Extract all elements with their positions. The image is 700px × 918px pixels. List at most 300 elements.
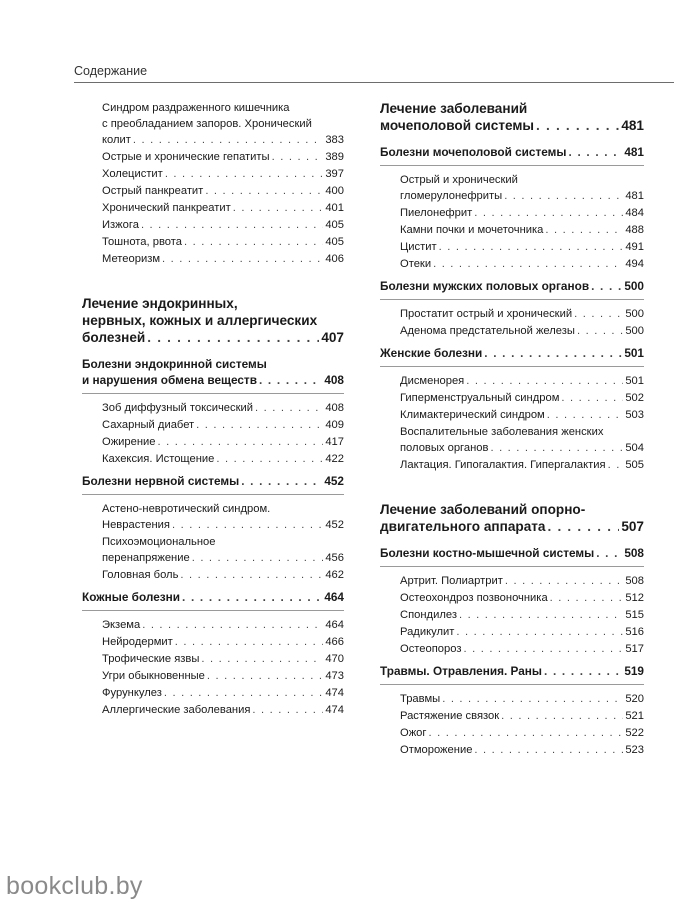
toc-entry-last-line xyxy=(82,372,344,388)
page-number: 401 xyxy=(325,202,344,214)
dot-leader xyxy=(550,590,624,606)
toc-entry-title: перенапряжение xyxy=(102,552,190,564)
toc-entry-last-line xyxy=(380,144,644,160)
toc-subsection-nervous xyxy=(82,473,344,489)
toc-entry-last-line xyxy=(400,708,644,724)
toc-heading-entry[interactable] xyxy=(380,545,644,561)
toc-entry-title: мочеполовой системы xyxy=(380,118,535,133)
toc-entry[interactable] xyxy=(380,407,644,423)
toc-section-heading xyxy=(82,295,344,346)
toc-entry-title: Холецистит xyxy=(102,168,163,180)
toc-entry-title: Кахексия. Истощение xyxy=(102,453,215,465)
toc-entry-title: Цистит xyxy=(400,241,437,253)
toc-entry-last-line xyxy=(102,434,344,450)
dot-leader xyxy=(233,200,324,216)
dot-leader xyxy=(547,407,624,423)
toc-entry-title: Экзема xyxy=(102,619,141,631)
page-number: 408 xyxy=(325,402,344,414)
dot-leader xyxy=(207,668,323,684)
page-number: 409 xyxy=(325,419,344,431)
dot-leader xyxy=(474,205,623,221)
toc-entry[interactable] xyxy=(380,691,644,707)
toc-entry-last-line xyxy=(380,117,644,134)
toc-entry[interactable] xyxy=(380,373,644,389)
toc-entry-text-line: Лечение заболеваний опорно- xyxy=(380,502,586,517)
toc-column-right xyxy=(380,100,644,758)
toc-entry-title: Фурункулез xyxy=(102,687,162,699)
toc-entry[interactable] xyxy=(82,451,344,467)
page-number: 515 xyxy=(625,609,644,621)
toc-entry-title: Угри обыкновенные xyxy=(102,670,205,682)
toc-entry-last-line xyxy=(102,617,344,633)
toc-entry[interactable] xyxy=(82,183,344,199)
dot-leader xyxy=(133,132,323,148)
toc-entry-last-line xyxy=(102,668,344,684)
page-number: 405 xyxy=(325,236,344,248)
toc-entry[interactable] xyxy=(82,251,344,267)
toc-entry-title: Пиелонефрит xyxy=(400,207,473,219)
toc-entry-last-line xyxy=(400,188,644,204)
toc-entry-title: Остеопороз xyxy=(400,643,462,655)
toc-entry-last-line xyxy=(400,390,644,406)
toc-entry-title: Дисменорея xyxy=(400,375,465,387)
dot-leader xyxy=(201,651,323,667)
toc-entry-last-line xyxy=(400,323,644,339)
toc-entry-last-line xyxy=(102,183,344,199)
divider xyxy=(82,610,344,611)
dot-leader xyxy=(439,239,624,255)
toc-entry-title: Изжога xyxy=(102,219,139,231)
toc-entry-last-line xyxy=(102,550,344,566)
toc-subsection-endocrine xyxy=(82,356,344,388)
dot-leader xyxy=(466,373,623,389)
dot-leader xyxy=(474,742,623,758)
page-number: 383 xyxy=(325,134,344,146)
toc-entry-last-line xyxy=(400,725,644,741)
dot-leader xyxy=(164,685,323,701)
toc-entry[interactable] xyxy=(380,172,644,204)
toc-entry[interactable] xyxy=(380,590,644,606)
toc-entry-title: Острые и хронические гепатиты xyxy=(102,151,270,163)
toc-entry[interactable] xyxy=(380,457,644,473)
page-number: 504 xyxy=(625,442,644,454)
dot-leader xyxy=(484,345,622,361)
toc-entry-last-line xyxy=(400,691,644,707)
dot-leader xyxy=(574,306,623,322)
toc-entry-title: Остеохондроз позвоночника xyxy=(400,592,548,604)
page-number: 408 xyxy=(324,373,344,387)
toc-heading-entry[interactable] xyxy=(82,356,344,388)
toc-entry[interactable] xyxy=(82,668,344,684)
toc-entry[interactable] xyxy=(82,149,344,165)
toc-entry[interactable] xyxy=(82,702,344,718)
toc-entry-title: гломерулонефриты xyxy=(400,190,503,202)
dot-leader xyxy=(172,517,323,533)
toc-entry-list xyxy=(380,573,644,657)
page-number: 507 xyxy=(621,519,644,534)
toc-entry-list xyxy=(82,100,344,267)
page-number: 516 xyxy=(625,626,644,638)
dot-leader xyxy=(490,440,623,456)
dot-leader xyxy=(608,457,624,473)
toc-entry[interactable] xyxy=(82,617,344,633)
dot-leader xyxy=(259,372,322,388)
toc-entry[interactable] xyxy=(380,323,644,339)
page-number: 406 xyxy=(325,253,344,265)
toc-entry[interactable] xyxy=(82,234,344,250)
toc-entry-last-line xyxy=(102,702,344,718)
toc-entry-list xyxy=(380,373,644,473)
toc-entry-title: Отморожение xyxy=(400,744,473,756)
dot-leader xyxy=(545,222,623,238)
dot-leader xyxy=(205,183,323,199)
dot-leader xyxy=(216,451,323,467)
toc-entry-last-line xyxy=(400,624,644,640)
toc-subsection-female xyxy=(380,345,644,361)
toc-entry-list xyxy=(82,501,344,583)
toc-entry-last-line xyxy=(400,222,644,238)
toc-entry-title: Артрит. Полиартрит xyxy=(400,575,503,587)
toc-entry-last-line xyxy=(102,132,344,148)
toc-entry-title: Лактация. Гипогалактия. Гипергалактия xyxy=(400,459,606,471)
toc-subsection-musculoskeletal xyxy=(380,545,644,561)
divider xyxy=(82,494,344,495)
toc-entry-title: Женские болезни xyxy=(380,346,483,360)
dot-leader xyxy=(505,573,623,589)
page-number: 456 xyxy=(325,552,344,564)
dot-leader xyxy=(255,400,323,416)
toc-heading-entry[interactable] xyxy=(380,345,644,361)
dot-leader xyxy=(192,550,324,566)
page-number: 481 xyxy=(621,118,644,133)
toc-entry[interactable] xyxy=(380,573,644,589)
dot-leader xyxy=(544,663,622,679)
page-number: 389 xyxy=(325,151,344,163)
page-number: 521 xyxy=(625,710,644,722)
toc-entry-title: Камни почки и мочеточника xyxy=(400,224,544,236)
toc-entry-title: Головная боль xyxy=(102,569,179,581)
toc-heading-entry[interactable] xyxy=(82,295,344,346)
toc-entry-text-line: Острый и хронический xyxy=(400,174,518,186)
toc-entry-title: Ожог xyxy=(400,727,427,739)
toc-entry-last-line xyxy=(380,518,644,535)
toc-entry-last-line xyxy=(400,373,644,389)
toc-entry[interactable] xyxy=(82,634,344,650)
page-number: 512 xyxy=(625,592,644,604)
page-number: 500 xyxy=(625,325,644,337)
toc-entry-last-line xyxy=(400,641,644,657)
page-number: 462 xyxy=(325,569,344,581)
page-number: 400 xyxy=(325,185,344,197)
toc-entry[interactable] xyxy=(380,607,644,623)
dot-leader xyxy=(175,634,324,650)
toc-entry[interactable] xyxy=(82,200,344,216)
watermark: bookclub.by xyxy=(6,872,143,900)
toc-entry[interactable] xyxy=(82,400,344,416)
page-number: 474 xyxy=(325,687,344,699)
toc-entry-list xyxy=(380,691,644,758)
toc-entry-last-line xyxy=(400,239,644,255)
page-number: 407 xyxy=(321,330,344,345)
toc-entry-title: Трофические язвы xyxy=(102,653,200,665)
toc-entry-last-line xyxy=(82,473,344,489)
toc-entry-last-line xyxy=(400,573,644,589)
toc-entry-title: Сахарный диабет xyxy=(102,419,195,431)
page-number: 405 xyxy=(325,219,344,231)
toc-entry-last-line xyxy=(380,545,644,561)
toc-heading-entry[interactable] xyxy=(380,144,644,160)
page-number: 502 xyxy=(625,392,644,404)
toc-heading-entry[interactable] xyxy=(380,100,644,134)
page-number: 473 xyxy=(325,670,344,682)
page-number: 508 xyxy=(625,575,644,587)
toc-entry-last-line xyxy=(102,517,344,533)
page-number: 522 xyxy=(625,727,644,739)
toc-entry-text-line: с преобладанием запоров. Хронический xyxy=(102,118,312,130)
toc-entry-last-line xyxy=(400,205,644,221)
toc-entry[interactable] xyxy=(380,222,644,238)
toc-entry-last-line xyxy=(400,742,644,758)
divider xyxy=(380,684,644,685)
toc-entry-last-line xyxy=(102,400,344,416)
toc-entry[interactable] xyxy=(380,725,644,741)
page-number: 505 xyxy=(625,459,644,471)
dot-leader xyxy=(184,234,323,250)
toc-entry-title: Тошнота, рвота xyxy=(102,236,182,248)
toc-entry-last-line xyxy=(380,278,644,294)
toc-entry-text-line: Лечение заболеваний xyxy=(380,101,528,116)
toc-entry-title: Травмы xyxy=(400,693,441,705)
page-number: 500 xyxy=(624,279,644,293)
toc-entry[interactable] xyxy=(380,306,644,322)
toc-entry[interactable] xyxy=(380,742,644,758)
page-number: 523 xyxy=(625,744,644,756)
toc-entry-title: Острый панкреатит xyxy=(102,185,204,197)
page-number: 519 xyxy=(624,664,644,678)
toc-entry-last-line xyxy=(102,634,344,650)
page-number: 488 xyxy=(625,224,644,236)
toc-entry[interactable] xyxy=(82,685,344,701)
divider xyxy=(380,566,644,567)
dot-leader xyxy=(433,256,623,272)
toc-entry-last-line xyxy=(400,607,644,623)
toc-entry-text-line: Лечение эндокринных, xyxy=(82,296,238,311)
dot-leader xyxy=(142,617,323,633)
page-number: 517 xyxy=(625,643,644,655)
page-number: 501 xyxy=(624,346,644,360)
toc-entry-last-line xyxy=(102,234,344,250)
toc-entry-title: Радикулит xyxy=(400,626,455,638)
toc-entry-title: Хронический панкреатит xyxy=(102,202,231,214)
page-number: 500 xyxy=(625,308,644,320)
toc-heading-entry[interactable] xyxy=(82,589,344,605)
toc-entry-last-line xyxy=(102,251,344,267)
toc-entry-title: Нейродермит xyxy=(102,636,173,648)
toc-entry[interactable] xyxy=(82,100,344,148)
toc-entry[interactable] xyxy=(82,501,344,533)
dot-leader xyxy=(577,323,623,339)
toc-entry-title: половых органов xyxy=(400,442,489,454)
dot-leader xyxy=(196,417,323,433)
dot-leader xyxy=(165,166,324,182)
dot-leader xyxy=(162,251,323,267)
toc-entry-last-line xyxy=(102,567,344,583)
toc-section-heading xyxy=(380,501,644,535)
toc-entry-last-line xyxy=(102,149,344,165)
running-header: Содержание xyxy=(74,64,148,78)
toc-entry-title: Болезни мочеполовой системы xyxy=(380,145,567,159)
toc-heading-entry[interactable] xyxy=(82,473,344,489)
toc-entry[interactable] xyxy=(82,417,344,433)
toc-entry-title: Спондилез xyxy=(400,609,457,621)
dot-leader xyxy=(456,624,623,640)
toc-entry-text-line: нервных, кожных и аллергических xyxy=(82,313,318,328)
toc-entry-last-line xyxy=(102,200,344,216)
dot-leader xyxy=(141,217,323,233)
toc-entry-last-line xyxy=(102,451,344,467)
divider xyxy=(380,299,644,300)
toc-entry-title: Простатит острый и хронический xyxy=(400,308,573,320)
toc-entry-title: Отеки xyxy=(400,258,432,270)
page-number: 464 xyxy=(325,619,344,631)
dot-leader xyxy=(241,473,322,489)
dot-leader xyxy=(252,702,323,718)
dot-leader xyxy=(429,725,624,741)
toc-entry-last-line xyxy=(380,663,644,679)
page-number: 503 xyxy=(625,409,644,421)
page-number: 520 xyxy=(625,693,644,705)
dot-leader xyxy=(568,144,622,160)
toc-entry-text-line: Синдром раздраженного кишечника xyxy=(102,102,290,114)
toc-entry-last-line xyxy=(102,166,344,182)
dot-leader xyxy=(463,641,623,657)
toc-section-heading xyxy=(380,100,644,134)
toc-entry-list xyxy=(380,172,644,272)
toc-heading-entry[interactable] xyxy=(380,501,644,535)
toc-entry-title: Кожные болезни xyxy=(82,590,180,604)
toc-entry-last-line xyxy=(102,417,344,433)
toc-entry-last-line xyxy=(400,457,644,473)
toc-entry[interactable] xyxy=(380,390,644,406)
toc-entry-title: Гиперменструальный синдром xyxy=(400,392,560,404)
toc-entry-text-line: Астено-невротический синдром. xyxy=(102,503,271,515)
dot-leader xyxy=(147,329,319,346)
toc-entry[interactable] xyxy=(380,424,644,456)
toc-entry-title: Неврастения xyxy=(102,519,170,531)
toc-entry[interactable] xyxy=(82,567,344,583)
toc-entry-list xyxy=(82,400,344,467)
toc-column-left xyxy=(82,100,344,718)
page-number: 452 xyxy=(324,474,344,488)
page-number: 491 xyxy=(625,241,644,253)
divider xyxy=(82,393,344,394)
toc-entry-last-line xyxy=(102,685,344,701)
toc-entry[interactable] xyxy=(82,651,344,667)
toc-subsection-skin xyxy=(82,589,344,605)
dot-leader xyxy=(547,518,619,535)
page-number: 484 xyxy=(625,207,644,219)
toc-entry-last-line xyxy=(400,440,644,456)
page-number: 481 xyxy=(625,190,644,202)
dot-leader xyxy=(272,149,324,165)
toc-entry[interactable] xyxy=(380,624,644,640)
toc-entry-title: Растяжение связок xyxy=(400,710,500,722)
toc-entry-title: Болезни мужских половых органов xyxy=(380,279,590,293)
toc-entry-last-line xyxy=(400,407,644,423)
toc-entry[interactable] xyxy=(82,534,344,566)
dot-leader xyxy=(536,117,619,134)
toc-entry-title: Болезни нервной системы xyxy=(82,474,240,488)
divider xyxy=(380,366,644,367)
toc-entry-last-line xyxy=(102,651,344,667)
toc-subsection-urogenital xyxy=(380,144,644,160)
divider xyxy=(380,165,644,166)
toc-entry-title: Зоб диффузный токсический xyxy=(102,402,253,414)
toc-entry-last-line xyxy=(400,590,644,606)
toc-entry-last-line xyxy=(82,589,344,605)
dot-leader xyxy=(180,567,323,583)
page-number: 481 xyxy=(624,145,644,159)
dot-leader xyxy=(561,390,623,406)
toc-heading-entry[interactable] xyxy=(380,278,644,294)
page-number: 474 xyxy=(325,704,344,716)
toc-entry-last-line xyxy=(82,329,344,346)
toc-entry-title: Ожирение xyxy=(102,436,156,448)
page-number: 417 xyxy=(325,436,344,448)
toc-entry-last-line xyxy=(380,345,644,361)
page-number: 470 xyxy=(325,653,344,665)
toc-entry[interactable] xyxy=(82,434,344,450)
toc-entry[interactable] xyxy=(82,217,344,233)
toc-subsection-trauma xyxy=(380,663,644,679)
toc-entry[interactable] xyxy=(380,205,644,221)
toc-entry-last-line xyxy=(400,306,644,322)
page-number: 397 xyxy=(325,168,344,180)
toc-entry[interactable] xyxy=(380,641,644,657)
toc-entry-title: колит xyxy=(102,134,131,146)
dot-leader xyxy=(596,545,622,561)
toc-entry[interactable] xyxy=(82,166,344,182)
page-number: 452 xyxy=(325,519,344,531)
toc-entry-title: болезней xyxy=(82,330,146,345)
dot-leader xyxy=(504,188,623,204)
toc-entry-list xyxy=(82,617,344,718)
toc-entry-title: и нарушения обмена веществ xyxy=(82,373,257,387)
toc-entry-last-line xyxy=(400,256,644,272)
dot-leader xyxy=(442,691,623,707)
toc-entry-text-line: Психоэмоциональное xyxy=(102,536,216,548)
toc-entry[interactable] xyxy=(380,239,644,255)
page-number: 466 xyxy=(325,636,344,648)
toc-entry-title: двигательного аппарата xyxy=(380,519,546,534)
toc-entry-title: Аллергические заболевания xyxy=(102,704,251,716)
toc-entry-title: Аденома предстательной железы xyxy=(400,325,575,337)
dot-leader xyxy=(182,589,322,605)
toc-entry-title: Травмы. Отравления. Раны xyxy=(380,664,542,678)
toc-entry[interactable] xyxy=(380,708,644,724)
dot-leader xyxy=(158,434,324,450)
page-number: 508 xyxy=(624,546,644,560)
toc-entry-title: Болезни костно-мышечной системы xyxy=(380,546,595,560)
page-number: 501 xyxy=(625,375,644,387)
page-number: 464 xyxy=(324,590,344,604)
toc-entry[interactable] xyxy=(380,256,644,272)
toc-heading-entry[interactable] xyxy=(380,663,644,679)
page-number: 494 xyxy=(625,258,644,270)
toc-entry-list xyxy=(380,306,644,339)
toc-entry-text-line: Воспалительные заболевания женских xyxy=(400,426,604,438)
toc-entry-last-line xyxy=(102,217,344,233)
